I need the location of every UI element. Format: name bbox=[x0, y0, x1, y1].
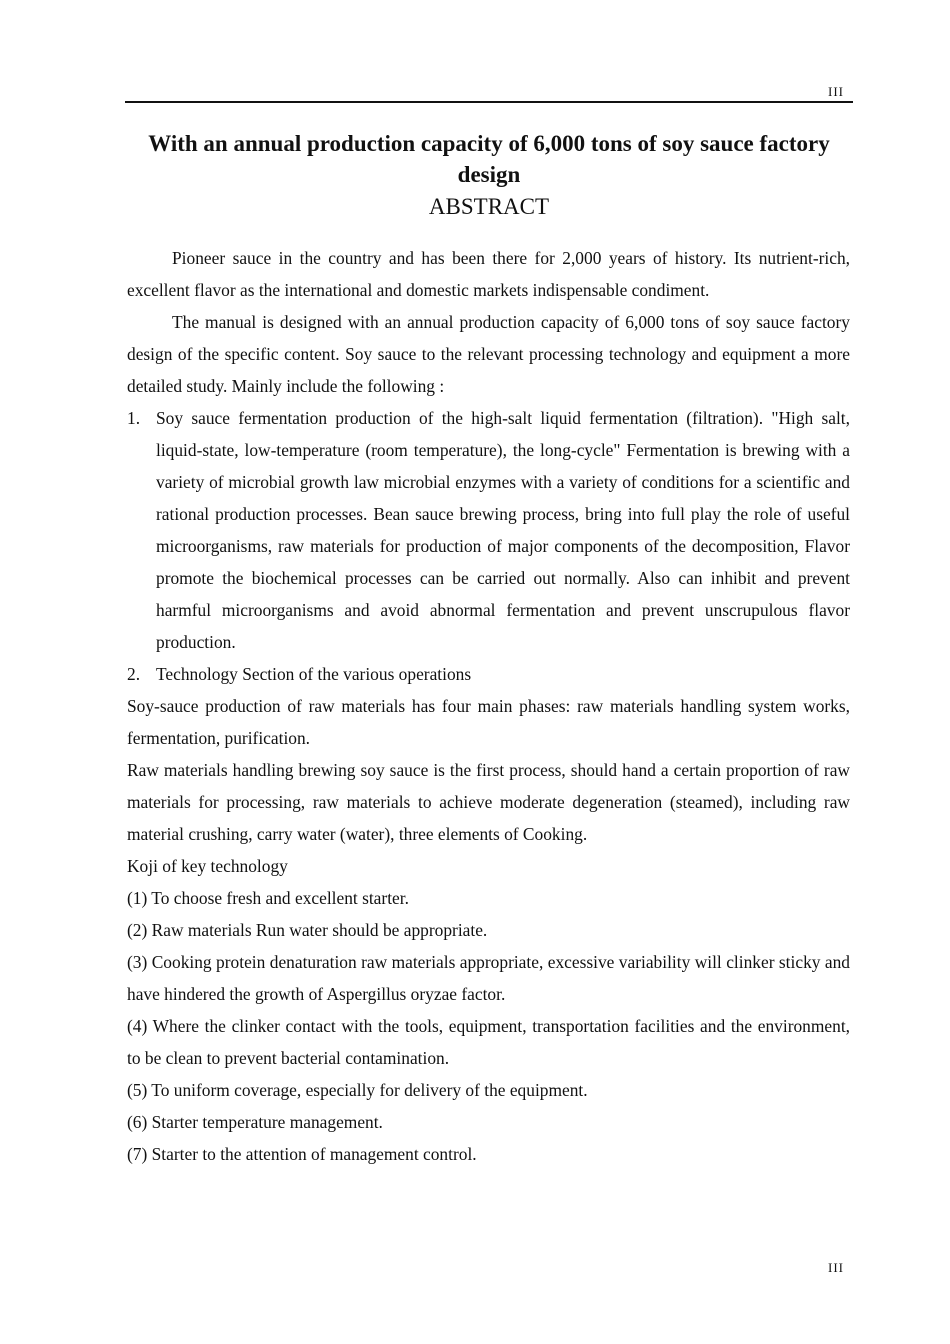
list-item: (7) Starter to the attention of management control. bbox=[127, 1144, 477, 1164]
abstract-body bbox=[127, 242, 850, 1170]
sub-paragraph: Soy-sauce production of raw materials has four main phases: raw materials handling system works, fermentation, purification. bbox=[127, 696, 850, 748]
item-number: 2. bbox=[127, 664, 141, 684]
list-item: (3) Cooking protein denaturation raw materials appropriate, excessive variability will clinker sticky and have hindered the growth of Aspergillus oryzae factor. bbox=[127, 952, 850, 1004]
list-item: (5) To uniform coverage, especially for delivery of the equipment. bbox=[127, 1080, 588, 1100]
document-title: With an annual production capacity of 6,000 tons of soy sauce factory design bbox=[148, 131, 830, 187]
sub-heading: Koji of key technology bbox=[127, 856, 288, 876]
header-rule bbox=[125, 101, 853, 103]
numbered-item bbox=[127, 402, 850, 658]
abstract-heading: ABSTRACT bbox=[428, 194, 550, 219]
item-text: Soy sauce fermentation production of the high-salt liquid fermentation (filtration). "High salt, liquid-state, low-temperature (room temperature), the long-cycle" Fermentation is brewing with a variety of microbial growth law microbial enzymes with a variety of conditions for a scientific and rational production processes. Bean sauce brewing process, bring into full play the role of useful microorganisms, raw materials for production of major components of the decomposition, Flavor promote the biochemical processes can be carried out normally. Also can inhibit and prevent harmful microorganisms and avoid abnormal fermentation and prevent unscrupulous flavor production. bbox=[156, 408, 850, 652]
header-page-number: III bbox=[828, 84, 844, 99]
sub-paragraph: Raw materials handling brewing soy sauce is the first process, should hand a certain proportion of raw materials for processing, raw materials to achieve moderate degeneration (steamed), including raw material crushing, carry water (water), three elements of Cooking. bbox=[127, 760, 850, 844]
paragraph: The manual is designed with an annual production capacity of 6,000 tons of soy sauce factory design of the specific content. Soy sauce to the relevant processing technology and equipment a more detailed study. Mainly include the following : bbox=[127, 312, 850, 396]
list-item: (2) Raw materials Run water should be appropriate. bbox=[127, 920, 488, 940]
item-number: 1. bbox=[127, 408, 141, 428]
numbered-item bbox=[127, 658, 850, 690]
list-item: (1) To choose fresh and excellent starter. bbox=[127, 888, 409, 908]
list-item: (6) Starter temperature management. bbox=[127, 1112, 383, 1132]
item-text: Technology Section of the various operations bbox=[156, 664, 472, 684]
paragraph: Pioneer sauce in the country and has been there for 2,000 years of history. Its nutrient-rich, excellent flavor as the international and domestic markets indispensable condiment. bbox=[127, 248, 850, 300]
footer-page-number: III bbox=[828, 1260, 844, 1275]
list-item: (4) Where the clinker contact with the tools, equipment, transportation facilities and the environment, to be clean to prevent bacterial contamination. bbox=[127, 1016, 850, 1068]
